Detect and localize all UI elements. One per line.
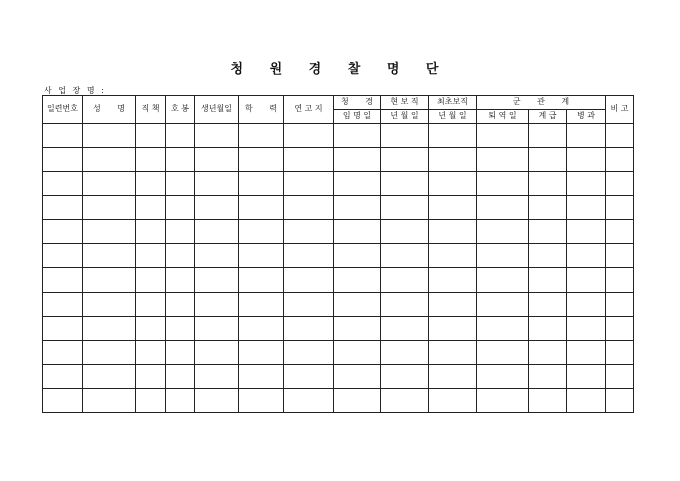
table-cell[interactable] (477, 316, 529, 340)
table-cell[interactable] (334, 364, 381, 388)
col-header-rank: 호 봉 (166, 96, 195, 124)
table-cell[interactable] (381, 244, 429, 268)
table-cell[interactable] (567, 388, 606, 412)
table-cell[interactable] (195, 316, 239, 340)
table-cell[interactable] (529, 220, 567, 244)
table-cell[interactable] (381, 124, 429, 148)
table-cell[interactable] (284, 340, 334, 364)
table-row (43, 148, 634, 172)
table-cell[interactable] (567, 364, 606, 388)
table-cell[interactable] (239, 172, 284, 196)
table-cell[interactable] (195, 244, 239, 268)
table-cell[interactable] (83, 124, 136, 148)
col-header-first-bottom: 년 월 일 (429, 110, 477, 124)
table-cell[interactable] (136, 244, 166, 268)
table-cell[interactable] (239, 316, 284, 340)
table-cell[interactable] (195, 196, 239, 220)
table-cell[interactable] (567, 268, 606, 292)
table-cell[interactable] (166, 220, 195, 244)
table-cell[interactable] (83, 172, 136, 196)
table-cell[interactable] (166, 388, 195, 412)
table-cell[interactable] (567, 340, 606, 364)
header-row-1 (43, 96, 634, 110)
table-cell[interactable] (83, 244, 136, 268)
col-header-first-top: 최초보직 (429, 96, 477, 110)
table-cell[interactable] (429, 268, 477, 292)
table-cell[interactable] (284, 388, 334, 412)
col-header-name: 성 명 (83, 96, 136, 124)
table-cell[interactable] (567, 316, 606, 340)
table-cell[interactable] (284, 292, 334, 316)
table-cell[interactable] (477, 244, 529, 268)
table-cell[interactable] (429, 316, 477, 340)
table-cell[interactable] (284, 148, 334, 172)
col-header-education: 학 력 (239, 96, 284, 124)
table-cell[interactable] (239, 388, 284, 412)
col-header-age: 연 고 지 (284, 96, 334, 124)
table-cell[interactable] (166, 316, 195, 340)
col-header-current-bottom: 년 월 일 (381, 110, 429, 124)
table-cell[interactable] (606, 244, 634, 268)
col-header-grade: 계 급 (529, 110, 567, 124)
table-cell[interactable] (43, 340, 83, 364)
table-cell[interactable] (43, 124, 83, 148)
table-cell[interactable] (477, 172, 529, 196)
table-cell[interactable] (83, 388, 136, 412)
roster-body (43, 124, 634, 413)
table-row (43, 268, 634, 292)
table-cell[interactable] (334, 268, 381, 292)
table-cell[interactable] (166, 268, 195, 292)
table-cell[interactable] (606, 316, 634, 340)
table-cell[interactable] (83, 340, 136, 364)
table-cell[interactable] (477, 220, 529, 244)
table-cell[interactable] (136, 172, 166, 196)
table-cell[interactable] (529, 340, 567, 364)
table-cell[interactable] (529, 364, 567, 388)
table-cell[interactable] (166, 172, 195, 196)
table-cell[interactable] (195, 292, 239, 316)
table-cell[interactable] (166, 148, 195, 172)
table-cell[interactable] (334, 124, 381, 148)
table-cell[interactable] (381, 340, 429, 364)
table-cell[interactable] (529, 244, 567, 268)
col-header-position: 직 책 (136, 96, 166, 124)
table-cell[interactable] (83, 316, 136, 340)
table-row (43, 292, 634, 316)
table-cell[interactable] (43, 148, 83, 172)
table-cell[interactable] (284, 316, 334, 340)
table-cell[interactable] (43, 172, 83, 196)
table-cell[interactable] (606, 196, 634, 220)
table-cell[interactable] (606, 388, 634, 412)
table-cell[interactable] (477, 196, 529, 220)
table-cell[interactable] (529, 292, 567, 316)
table-cell[interactable] (166, 124, 195, 148)
table-cell[interactable] (43, 196, 83, 220)
table-cell[interactable] (284, 196, 334, 220)
table-cell[interactable] (334, 148, 381, 172)
table-cell[interactable] (239, 340, 284, 364)
table-cell[interactable] (136, 148, 166, 172)
table-cell[interactable] (83, 292, 136, 316)
table-cell[interactable] (381, 220, 429, 244)
table-row (43, 316, 634, 340)
table-cell[interactable] (477, 340, 529, 364)
col-header-guard-top: 청 경 (334, 96, 381, 110)
table-cell[interactable] (334, 244, 381, 268)
table-cell[interactable] (43, 364, 83, 388)
table-cell[interactable] (334, 172, 381, 196)
table-cell[interactable] (83, 364, 136, 388)
table-row (43, 244, 634, 268)
col-header-branch: 병 과 (567, 110, 606, 124)
table-cell[interactable] (136, 268, 166, 292)
table-cell[interactable] (477, 268, 529, 292)
table-cell[interactable] (83, 148, 136, 172)
table-cell[interactable] (334, 292, 381, 316)
table-cell[interactable] (381, 292, 429, 316)
table-cell[interactable] (429, 364, 477, 388)
table-cell[interactable] (429, 196, 477, 220)
table-cell[interactable] (567, 220, 606, 244)
table-cell[interactable] (239, 292, 284, 316)
table-cell[interactable] (195, 364, 239, 388)
table-cell[interactable] (166, 340, 195, 364)
table-row (43, 124, 634, 148)
table-cell[interactable] (136, 196, 166, 220)
table-cell[interactable] (166, 292, 195, 316)
table-cell[interactable] (429, 244, 477, 268)
table-cell[interactable] (284, 244, 334, 268)
table-cell[interactable] (381, 364, 429, 388)
table-cell[interactable] (43, 220, 83, 244)
table-cell[interactable] (195, 268, 239, 292)
table-cell[interactable] (136, 388, 166, 412)
table-row (43, 172, 634, 196)
table-row (43, 340, 634, 364)
table-cell[interactable] (239, 364, 284, 388)
table-cell[interactable] (43, 268, 83, 292)
org-name-label: 사 업 장 명 : (44, 86, 106, 95)
table-cell[interactable] (239, 148, 284, 172)
table-cell[interactable] (477, 364, 529, 388)
table-cell[interactable] (529, 172, 567, 196)
col-header-guard-bottom: 임 명 일 (334, 110, 381, 124)
table-cell[interactable] (83, 220, 136, 244)
table-cell[interactable] (529, 196, 567, 220)
table-cell[interactable] (429, 388, 477, 412)
table-cell[interactable] (166, 196, 195, 220)
col-header-remarks: 비 고 (606, 96, 634, 124)
col-header-birth: 생년월일 (195, 96, 239, 124)
table-cell[interactable] (136, 124, 166, 148)
table-cell[interactable] (606, 340, 634, 364)
table-cell[interactable] (529, 124, 567, 148)
table-cell[interactable] (429, 148, 477, 172)
table-cell[interactable] (477, 124, 529, 148)
table-cell[interactable] (239, 244, 284, 268)
col-header-serial: 일련번호 (43, 96, 83, 124)
table-cell[interactable] (166, 244, 195, 268)
table-cell[interactable] (567, 124, 606, 148)
table-cell[interactable] (381, 388, 429, 412)
table-cell[interactable] (284, 220, 334, 244)
table-cell[interactable] (567, 148, 606, 172)
table-cell[interactable] (606, 364, 634, 388)
table-cell[interactable] (429, 292, 477, 316)
table-cell[interactable] (284, 268, 334, 292)
table-cell[interactable] (43, 316, 83, 340)
table-cell[interactable] (239, 196, 284, 220)
table-row (43, 364, 634, 388)
table-cell[interactable] (239, 220, 284, 244)
table-cell[interactable] (567, 172, 606, 196)
table-cell[interactable] (43, 244, 83, 268)
table-cell[interactable] (381, 172, 429, 196)
table-cell[interactable] (239, 268, 284, 292)
table-cell[interactable] (334, 220, 381, 244)
table-cell[interactable] (43, 388, 83, 412)
table-cell[interactable] (334, 316, 381, 340)
table-cell[interactable] (606, 292, 634, 316)
table-row (43, 220, 634, 244)
table-cell[interactable] (195, 124, 239, 148)
table-cell[interactable] (529, 316, 567, 340)
table-cell[interactable] (429, 172, 477, 196)
table-cell[interactable] (529, 388, 567, 412)
table-cell[interactable] (529, 268, 567, 292)
table-cell[interactable] (567, 196, 606, 220)
table-cell[interactable] (136, 316, 166, 340)
table-cell[interactable] (567, 244, 606, 268)
table-cell[interactable] (195, 172, 239, 196)
table-cell[interactable] (284, 172, 334, 196)
table-cell[interactable] (83, 196, 136, 220)
table-cell[interactable] (166, 364, 195, 388)
table-cell[interactable] (239, 124, 284, 148)
table-cell[interactable] (195, 340, 239, 364)
table-cell[interactable] (381, 196, 429, 220)
table-cell[interactable] (567, 292, 606, 316)
table-cell[interactable] (136, 340, 166, 364)
table-cell[interactable] (284, 364, 334, 388)
table-cell[interactable] (381, 316, 429, 340)
table-cell[interactable] (334, 388, 381, 412)
table-cell[interactable] (284, 124, 334, 148)
table-cell[interactable] (136, 364, 166, 388)
table-cell[interactable] (606, 268, 634, 292)
table-row (43, 196, 634, 220)
table-cell[interactable] (195, 220, 239, 244)
table-cell[interactable] (477, 148, 529, 172)
table-cell[interactable] (195, 388, 239, 412)
col-header-military: 군 관 계 (477, 96, 606, 110)
table-cell[interactable] (606, 124, 634, 148)
col-header-current-top: 현 보 직 (381, 96, 429, 110)
roster-table (42, 95, 634, 413)
table-cell[interactable] (334, 196, 381, 220)
col-header-discharge: 퇴 역 일 (477, 110, 529, 124)
table-row (43, 388, 634, 412)
table-cell[interactable] (83, 268, 136, 292)
table-cell[interactable] (381, 268, 429, 292)
table-cell[interactable] (477, 388, 529, 412)
table-cell[interactable] (606, 220, 634, 244)
table-cell[interactable] (606, 172, 634, 196)
table-cell[interactable] (381, 148, 429, 172)
table-cell[interactable] (43, 292, 83, 316)
table-cell[interactable] (429, 220, 477, 244)
table-cell[interactable] (529, 148, 567, 172)
table-cell[interactable] (429, 340, 477, 364)
table-cell[interactable] (195, 148, 239, 172)
table-cell[interactable] (136, 292, 166, 316)
table-cell[interactable] (136, 220, 166, 244)
document-title: 청 원 경 찰 명 단 (230, 62, 450, 77)
table-cell[interactable] (477, 292, 529, 316)
table-cell[interactable] (334, 340, 381, 364)
table-cell[interactable] (606, 148, 634, 172)
table-cell[interactable] (429, 124, 477, 148)
